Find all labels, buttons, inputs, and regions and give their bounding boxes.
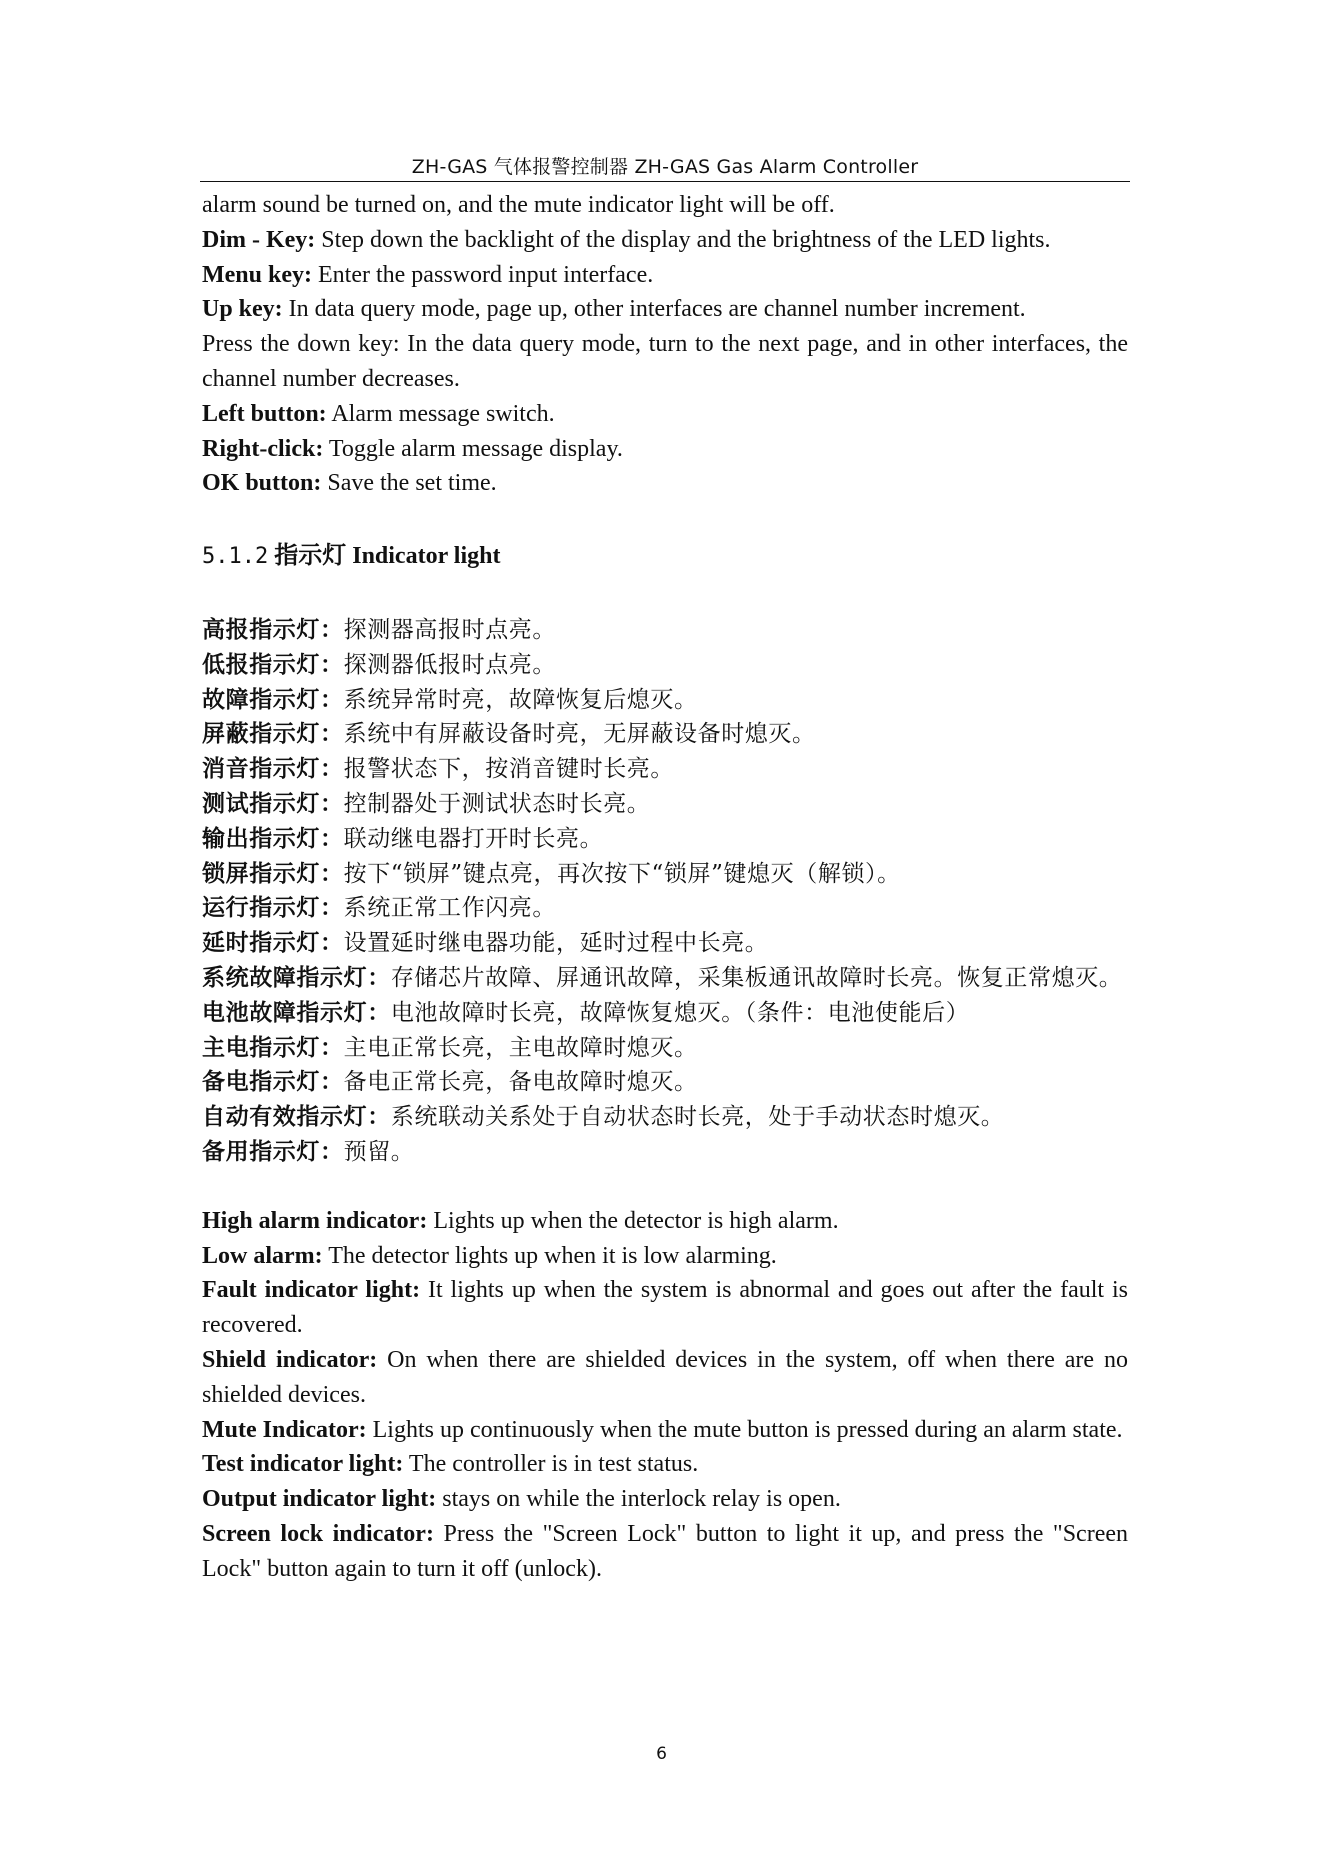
intro-item-key: OK button: bbox=[202, 470, 322, 497]
cn-indicator-text: 设置延时继电器功能，延时过程中长亮。 bbox=[343, 930, 769, 957]
cn-indicator-text: 系统中有屏蔽设备时亮，无屏蔽设备时熄灭。 bbox=[343, 721, 816, 748]
section-number: 5.1.2 bbox=[202, 544, 269, 570]
en-indicator-text: On when there are shielded devices in the system, off when there are no shielded devices. bbox=[202, 1346, 1128, 1408]
cn-indicator-key: 高报指示灯： bbox=[202, 615, 344, 643]
intro-item-key: Left button: bbox=[202, 400, 327, 427]
cn-indicator-key: 自动有效指示灯： bbox=[202, 1103, 391, 1131]
en-indicator-key: Test indicator light: bbox=[202, 1451, 404, 1478]
cn-indicator-key: 系统故障指示灯： bbox=[202, 963, 391, 991]
cn-indicator-text: 探测器高报时点亮。 bbox=[343, 616, 557, 643]
en-indicator-item bbox=[202, 1204, 1128, 1239]
cn-indicator-key: 输出指示灯： bbox=[202, 824, 344, 852]
english-indicator-list bbox=[202, 1204, 1128, 1587]
cn-indicator-text: 控制器处于测试状态时长亮。 bbox=[343, 790, 651, 817]
cn-indicator-item bbox=[202, 822, 1128, 857]
cn-indicator-item bbox=[202, 1135, 1128, 1170]
page-content bbox=[202, 188, 1128, 1586]
intro-item bbox=[202, 466, 1128, 501]
intro-item bbox=[202, 292, 1128, 327]
cn-indicator-key: 电池故障指示灯： bbox=[202, 998, 391, 1026]
cn-indicator-text: 备电正常长亮，备电故障时熄灭。 bbox=[343, 1069, 698, 1096]
cn-indicator-item bbox=[202, 996, 1128, 1031]
intro-item bbox=[202, 432, 1128, 467]
en-indicator-key: Shield indicator: bbox=[202, 1346, 378, 1373]
cn-indicator-text: 系统异常时亮，故障恢复后熄灭。 bbox=[343, 686, 698, 713]
intro-item bbox=[202, 223, 1128, 258]
intro-item-key: Up key: bbox=[202, 296, 283, 323]
section-heading bbox=[202, 539, 1128, 575]
en-indicator-item bbox=[202, 1482, 1128, 1517]
cn-indicator-item bbox=[202, 648, 1128, 683]
en-indicator-item bbox=[202, 1517, 1128, 1587]
en-indicator-text: The controller is in test status. bbox=[403, 1451, 699, 1478]
intro-list bbox=[202, 188, 1128, 501]
cn-indicator-key: 屏蔽指示灯： bbox=[202, 720, 344, 748]
en-indicator-key: Screen lock indicator: bbox=[202, 1520, 434, 1547]
cn-indicator-text: 系统联动关系处于自动状态时长亮，处于手动状态时熄灭。 bbox=[390, 1104, 1005, 1131]
intro-item-text: alarm sound be turned on, and the mute indicator light will be off. bbox=[202, 192, 835, 218]
cn-indicator-text: 预留。 bbox=[343, 1138, 415, 1165]
intro-item-key: Right-click: bbox=[202, 435, 324, 462]
cn-indicator-text: 电池故障时长亮，故障恢复熄灭。（条件：电池使能后） bbox=[390, 999, 970, 1026]
section-title: 指示灯 Indicator light bbox=[274, 543, 501, 570]
en-indicator-text: The detector lights up when it is low alarming. bbox=[322, 1242, 777, 1269]
intro-item-key: Menu key: bbox=[202, 261, 312, 288]
cn-indicator-item bbox=[202, 1100, 1128, 1135]
cn-indicator-key: 备电指示灯： bbox=[202, 1068, 344, 1096]
cn-indicator-text: 主电正常长亮，主电故障时熄灭。 bbox=[343, 1034, 698, 1061]
en-indicator-key: Low alarm: bbox=[202, 1242, 323, 1269]
cn-indicator-key: 故障指示灯： bbox=[202, 685, 344, 713]
intro-item bbox=[202, 188, 1128, 223]
en-indicator-text: stays on while the interlock relay is open. bbox=[436, 1486, 841, 1513]
en-indicator-text: Lights up continuously when the mute button is pressed during an alarm state. bbox=[366, 1416, 1123, 1443]
cn-indicator-item bbox=[202, 1065, 1128, 1100]
page-number: 6 bbox=[656, 1744, 667, 1764]
en-indicator-item bbox=[202, 1239, 1128, 1274]
cn-indicator-key: 延时指示灯： bbox=[202, 929, 344, 957]
cn-indicator-key: 主电指示灯： bbox=[202, 1033, 344, 1061]
intro-item-text: Enter the password input interface. bbox=[312, 261, 654, 288]
cn-indicator-text: 存储芯片故障、屏通讯故障，采集板通讯故障时长亮。恢复正常熄灭。 bbox=[390, 964, 1123, 991]
en-indicator-key: Output indicator light: bbox=[202, 1486, 437, 1513]
en-indicator-item bbox=[202, 1413, 1128, 1448]
cn-indicator-item bbox=[202, 961, 1128, 996]
en-indicator-key: High alarm indicator: bbox=[202, 1207, 428, 1234]
cn-indicator-item bbox=[202, 857, 1128, 892]
intro-item bbox=[202, 258, 1128, 293]
cn-indicator-item bbox=[202, 891, 1128, 926]
cn-indicator-text: 联动继电器打开时长亮。 bbox=[343, 825, 604, 852]
cn-indicator-text: 探测器低报时点亮。 bbox=[343, 651, 557, 678]
cn-indicator-key: 备用指示灯： bbox=[202, 1137, 344, 1165]
en-indicator-text: Press the "Screen Lock" button to light it up, and press the "Screen Lock" button again to turn it off (unlock). bbox=[202, 1520, 1128, 1582]
en-indicator-key: Fault indicator light: bbox=[202, 1277, 421, 1304]
cn-indicator-key: 锁屏指示灯： bbox=[202, 859, 344, 887]
cn-indicator-item bbox=[202, 752, 1128, 787]
cn-indicator-key: 低报指示灯： bbox=[202, 650, 344, 678]
cn-indicator-item bbox=[202, 926, 1128, 961]
en-indicator-text: It lights up when the system is abnormal and goes out after the fault is recovered. bbox=[202, 1277, 1128, 1339]
intro-item-text: Toggle alarm message display. bbox=[323, 435, 623, 462]
en-indicator-key: Mute Indicator: bbox=[202, 1416, 367, 1443]
cn-indicator-item bbox=[202, 717, 1128, 752]
en-indicator-text: Lights up when the detector is high alarm. bbox=[427, 1207, 839, 1234]
page-header: ZH-GAS 气体报警控制器 ZH-GAS Gas Alarm Controller bbox=[411, 156, 919, 178]
intro-item-text: Press the down key: In the data query mode, turn to the next page, and in other interfaces, the channel number decreases. bbox=[202, 331, 1128, 392]
header-divider bbox=[200, 181, 1130, 182]
cn-indicator-text: 报警状态下，按消音键时长亮。 bbox=[343, 756, 675, 783]
intro-item-text: Step down the backlight of the display and the brightness of the LED lights. bbox=[315, 226, 1051, 253]
cn-indicator-item bbox=[202, 613, 1128, 648]
intro-item-key: Dim - Key: bbox=[202, 226, 316, 253]
intro-item-text: In data query mode, page up, other interfaces are channel number increment. bbox=[282, 296, 1026, 323]
intro-item bbox=[202, 397, 1128, 432]
en-indicator-item bbox=[202, 1343, 1128, 1413]
en-indicator-item bbox=[202, 1447, 1128, 1482]
intro-item bbox=[202, 327, 1128, 397]
cn-indicator-item bbox=[202, 683, 1128, 718]
en-indicator-item bbox=[202, 1273, 1128, 1343]
cn-indicator-item bbox=[202, 1031, 1128, 1066]
cn-indicator-item bbox=[202, 787, 1128, 822]
chinese-indicator-list bbox=[202, 613, 1128, 1170]
cn-indicator-key: 运行指示灯： bbox=[202, 894, 344, 922]
cn-indicator-text: 按下“锁屏”键点亮，再次按下“锁屏”键熄灭（解锁）。 bbox=[343, 860, 901, 887]
intro-item-text: Alarm message switch. bbox=[326, 400, 555, 427]
cn-indicator-key: 测试指示灯： bbox=[202, 789, 344, 817]
cn-indicator-key: 消音指示灯： bbox=[202, 755, 344, 783]
cn-indicator-text: 系统正常工作闪亮。 bbox=[343, 895, 557, 922]
intro-item-text: Save the set time. bbox=[321, 470, 497, 497]
